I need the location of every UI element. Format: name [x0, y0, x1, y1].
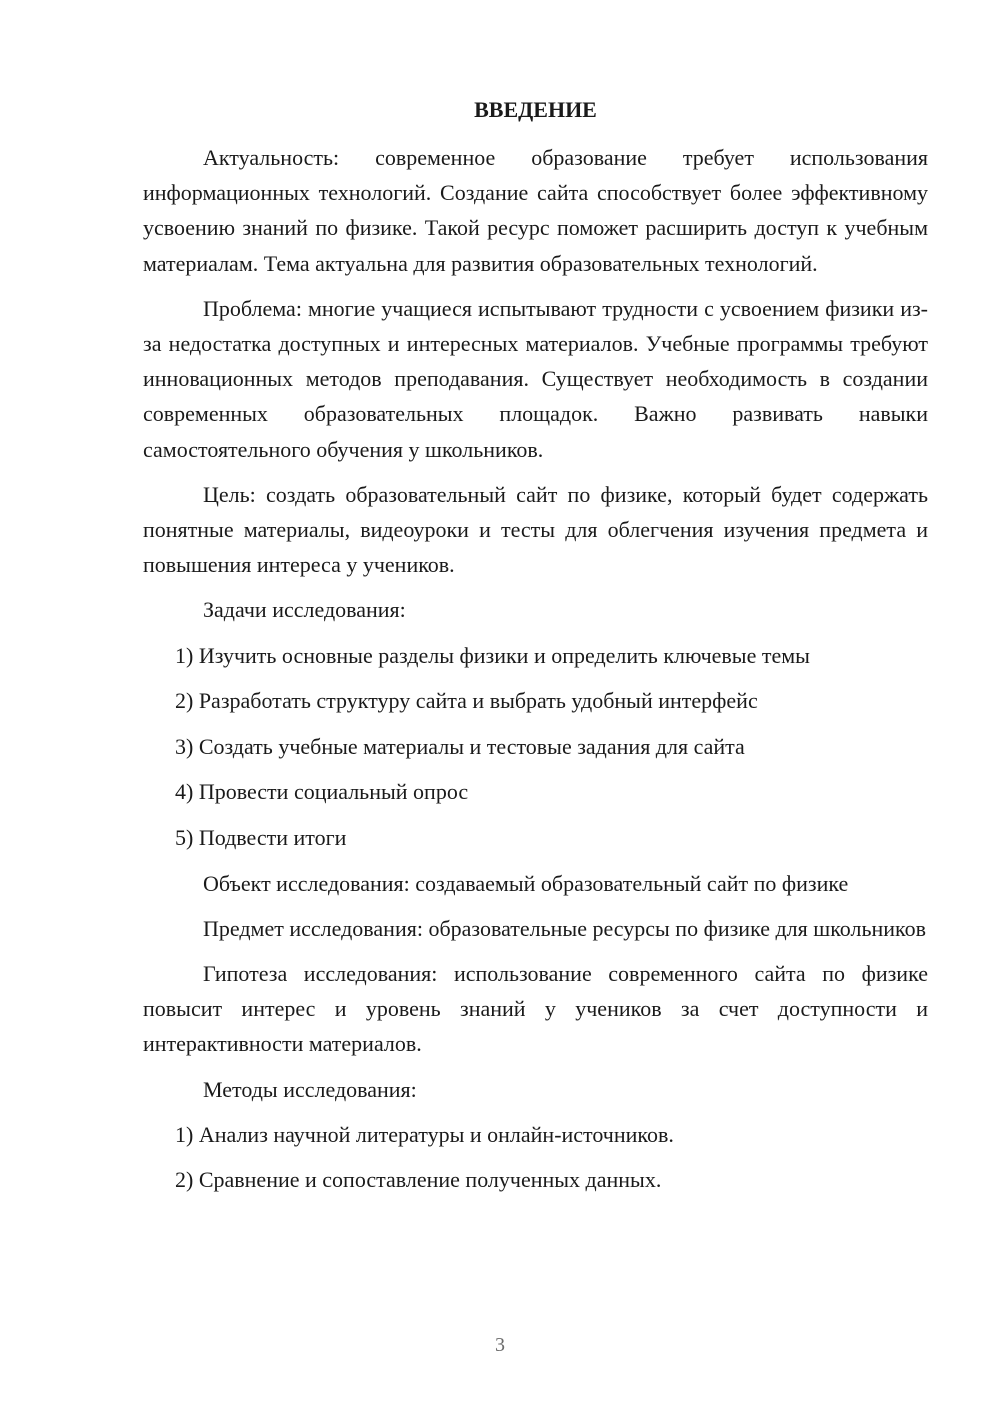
subject-paragraph: Предмет исследования: образовательные ресурсы по физике для школьников — [203, 915, 927, 941]
page-number: 3 — [495, 1334, 505, 1356]
list-item: 1) Изучить основные разделы физики и определить ключевые темы — [175, 642, 810, 668]
object-paragraph: Объект исследования: создаваемый образовательный сайт по физике — [203, 870, 849, 896]
tasks-list — [143, 638, 928, 856]
hypothesis-paragraph: Гипотеза исследования: использование современного сайта по физике повысит интерес и уровень знаний у учеников за счет доступности и интерактивности материалов. — [143, 961, 928, 1057]
list-item: 5) Подвести итоги — [175, 825, 347, 851]
methods-list — [143, 1117, 928, 1198]
list-item: 2) Сравнение и сопоставление полученных данных. — [175, 1167, 662, 1193]
problem-paragraph: Проблема: многие учащиеся испытывают трудности с усвоением физики из-за недостатка доступных и интересных материалов. Учебные программы требуют инновационных методов преподавания. Существует необходимость в создании современных образовательных площадок. Важно развивать навыки самостоятельного обучения у школьников. — [143, 295, 928, 462]
goal-paragraph: Цель: создать образовательный сайт по физике, который будет содержать понятные материалы, видеоуроки и тесты для облегчения изучения предмета и повышения интереса у учеников. — [143, 481, 928, 578]
list-item: 1) Анализ научной литературы и онлайн-источников. — [175, 1121, 674, 1147]
section-title: ВВЕДЕНИЕ — [474, 97, 597, 122]
list-item: 3) Создать учебные материалы и тестовые задания для сайта — [175, 733, 745, 759]
list-item: 2) Разработать структуру сайта и выбрать удобный интерфейс — [175, 688, 758, 714]
document-page — [143, 92, 928, 1208]
list-item: 4) Провести социальный опрос — [175, 779, 469, 805]
tasks-heading: Задачи исследования: — [203, 597, 406, 623]
methods-heading: Методы исследования: — [203, 1076, 417, 1102]
relevance-paragraph: Актуальность: современное образование требует использования информационных технологий. Создание сайта способствует более эффективному усвоению знаний по физике. Такой ресурс поможет расширить доступ к учебным материалам. Тема актуальна для развития образовательных технологий. — [143, 145, 928, 276]
